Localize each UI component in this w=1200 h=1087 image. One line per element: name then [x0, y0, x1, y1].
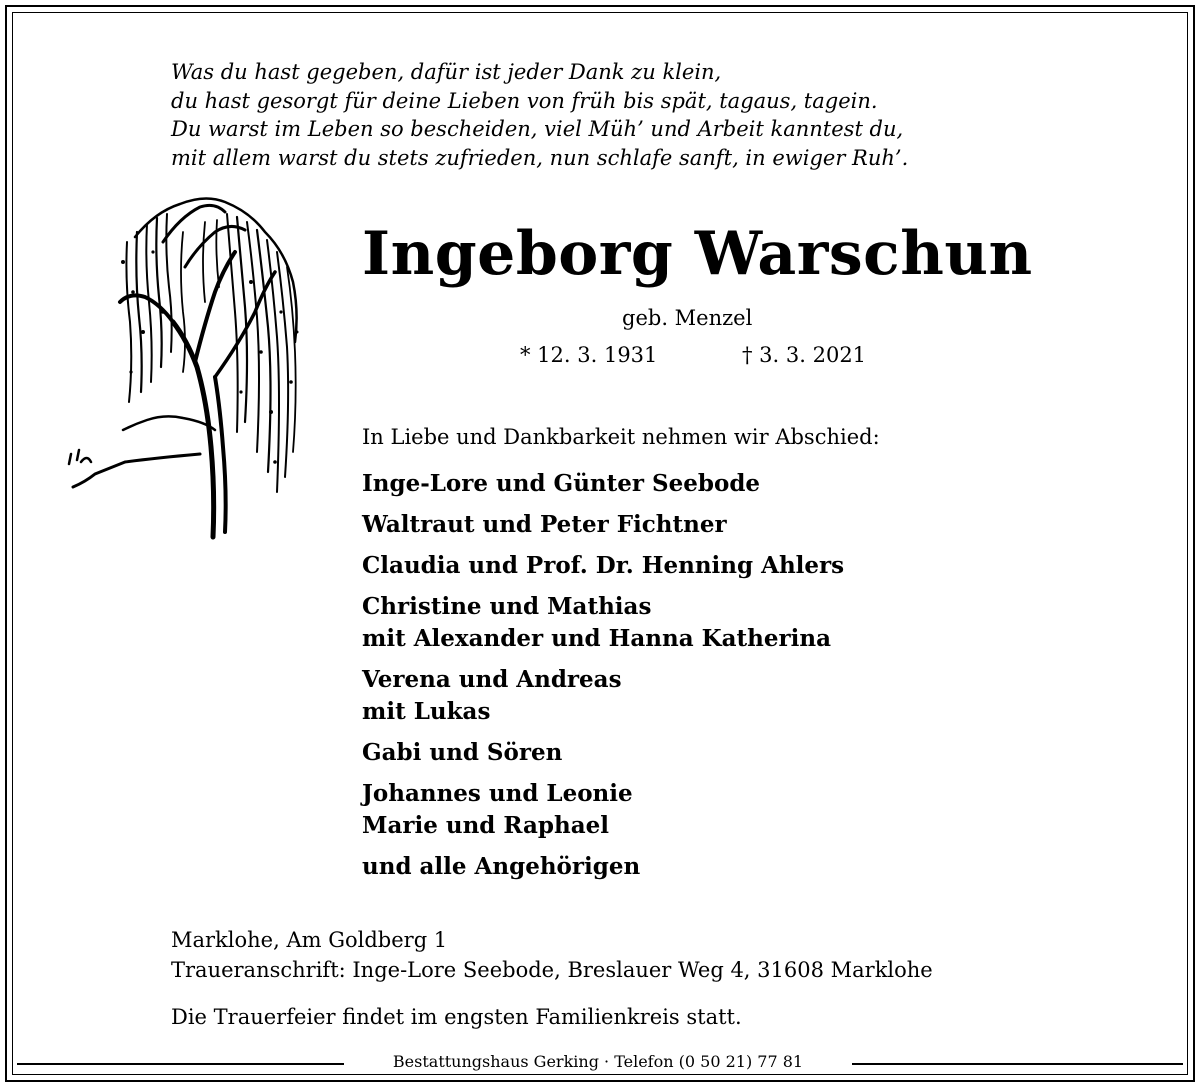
funeral-home-footer: Bestattungshaus Gerking · Telefon (0 50 21) 77 81 — [344, 1052, 852, 1071]
list-item — [362, 664, 844, 728]
mourning-address: Traueranschrift: Inge-Lore Seebode, Breslauer Weg 4, 31608 Marklohe — [171, 958, 933, 982]
poem-line: Du warst im Leben so bescheiden, viel Müh’ und Arbeit kanntest du, — [171, 117, 904, 141]
mourners-list — [362, 468, 844, 892]
mourner-line: Marie und Raphael — [362, 812, 610, 839]
mourner-line: Gabi und Sören — [362, 739, 563, 766]
death-date: † 3. 3. 2021 — [742, 343, 867, 367]
poem-line: Was du hast gegeben, dafür ist jeder Dank zu klein, — [171, 60, 722, 84]
mourner-line: und alle Angehörigen — [362, 853, 641, 880]
residence-address: Marklohe, Am Goldberg 1 — [171, 928, 448, 952]
mourner-line: Inge-Lore und Günter Seebode — [362, 470, 761, 497]
deceased-name: Ingeborg Warschun — [362, 219, 1033, 289]
footer-divider-right — [852, 1063, 1183, 1065]
footer-divider-left — [17, 1063, 344, 1065]
maiden-name: geb. Menzel — [622, 306, 753, 330]
memorial-poem — [171, 58, 908, 172]
mourner-line: Christine und Mathias — [362, 593, 652, 620]
mourner-line: mit Lukas — [362, 698, 491, 725]
list-item — [362, 778, 844, 842]
list-item — [362, 737, 844, 769]
weeping-willow-illustration — [65, 192, 310, 542]
birth-date: * 12. 3. 1931 — [520, 343, 658, 367]
list-item — [362, 468, 844, 500]
list-item — [362, 509, 844, 541]
farewell-intro: In Liebe und Dankbarkeit nehmen wir Abschied: — [362, 425, 880, 449]
mourner-line: Waltraut und Peter Fichtner — [362, 511, 727, 538]
mourner-line: mit Alexander und Hanna Katherina — [362, 625, 831, 652]
list-item — [362, 851, 844, 883]
address-block — [171, 925, 933, 985]
list-item — [362, 591, 844, 655]
mourner-line: Johannes und Leonie — [362, 780, 633, 807]
mourner-line: Claudia und Prof. Dr. Henning Ahlers — [362, 552, 845, 579]
ceremony-note: Die Trauerfeier findet im engsten Familienkreis statt. — [171, 1005, 742, 1029]
list-item — [362, 550, 844, 582]
mourner-line: Verena und Andreas — [362, 666, 622, 693]
poem-line: mit allem warst du stets zufrieden, nun schlafe sanft, in ewiger Ruh’. — [171, 145, 909, 170]
poem-line: du hast gesorgt für deine Lieben von früh bis spät, tagaus, tagein. — [171, 88, 878, 113]
